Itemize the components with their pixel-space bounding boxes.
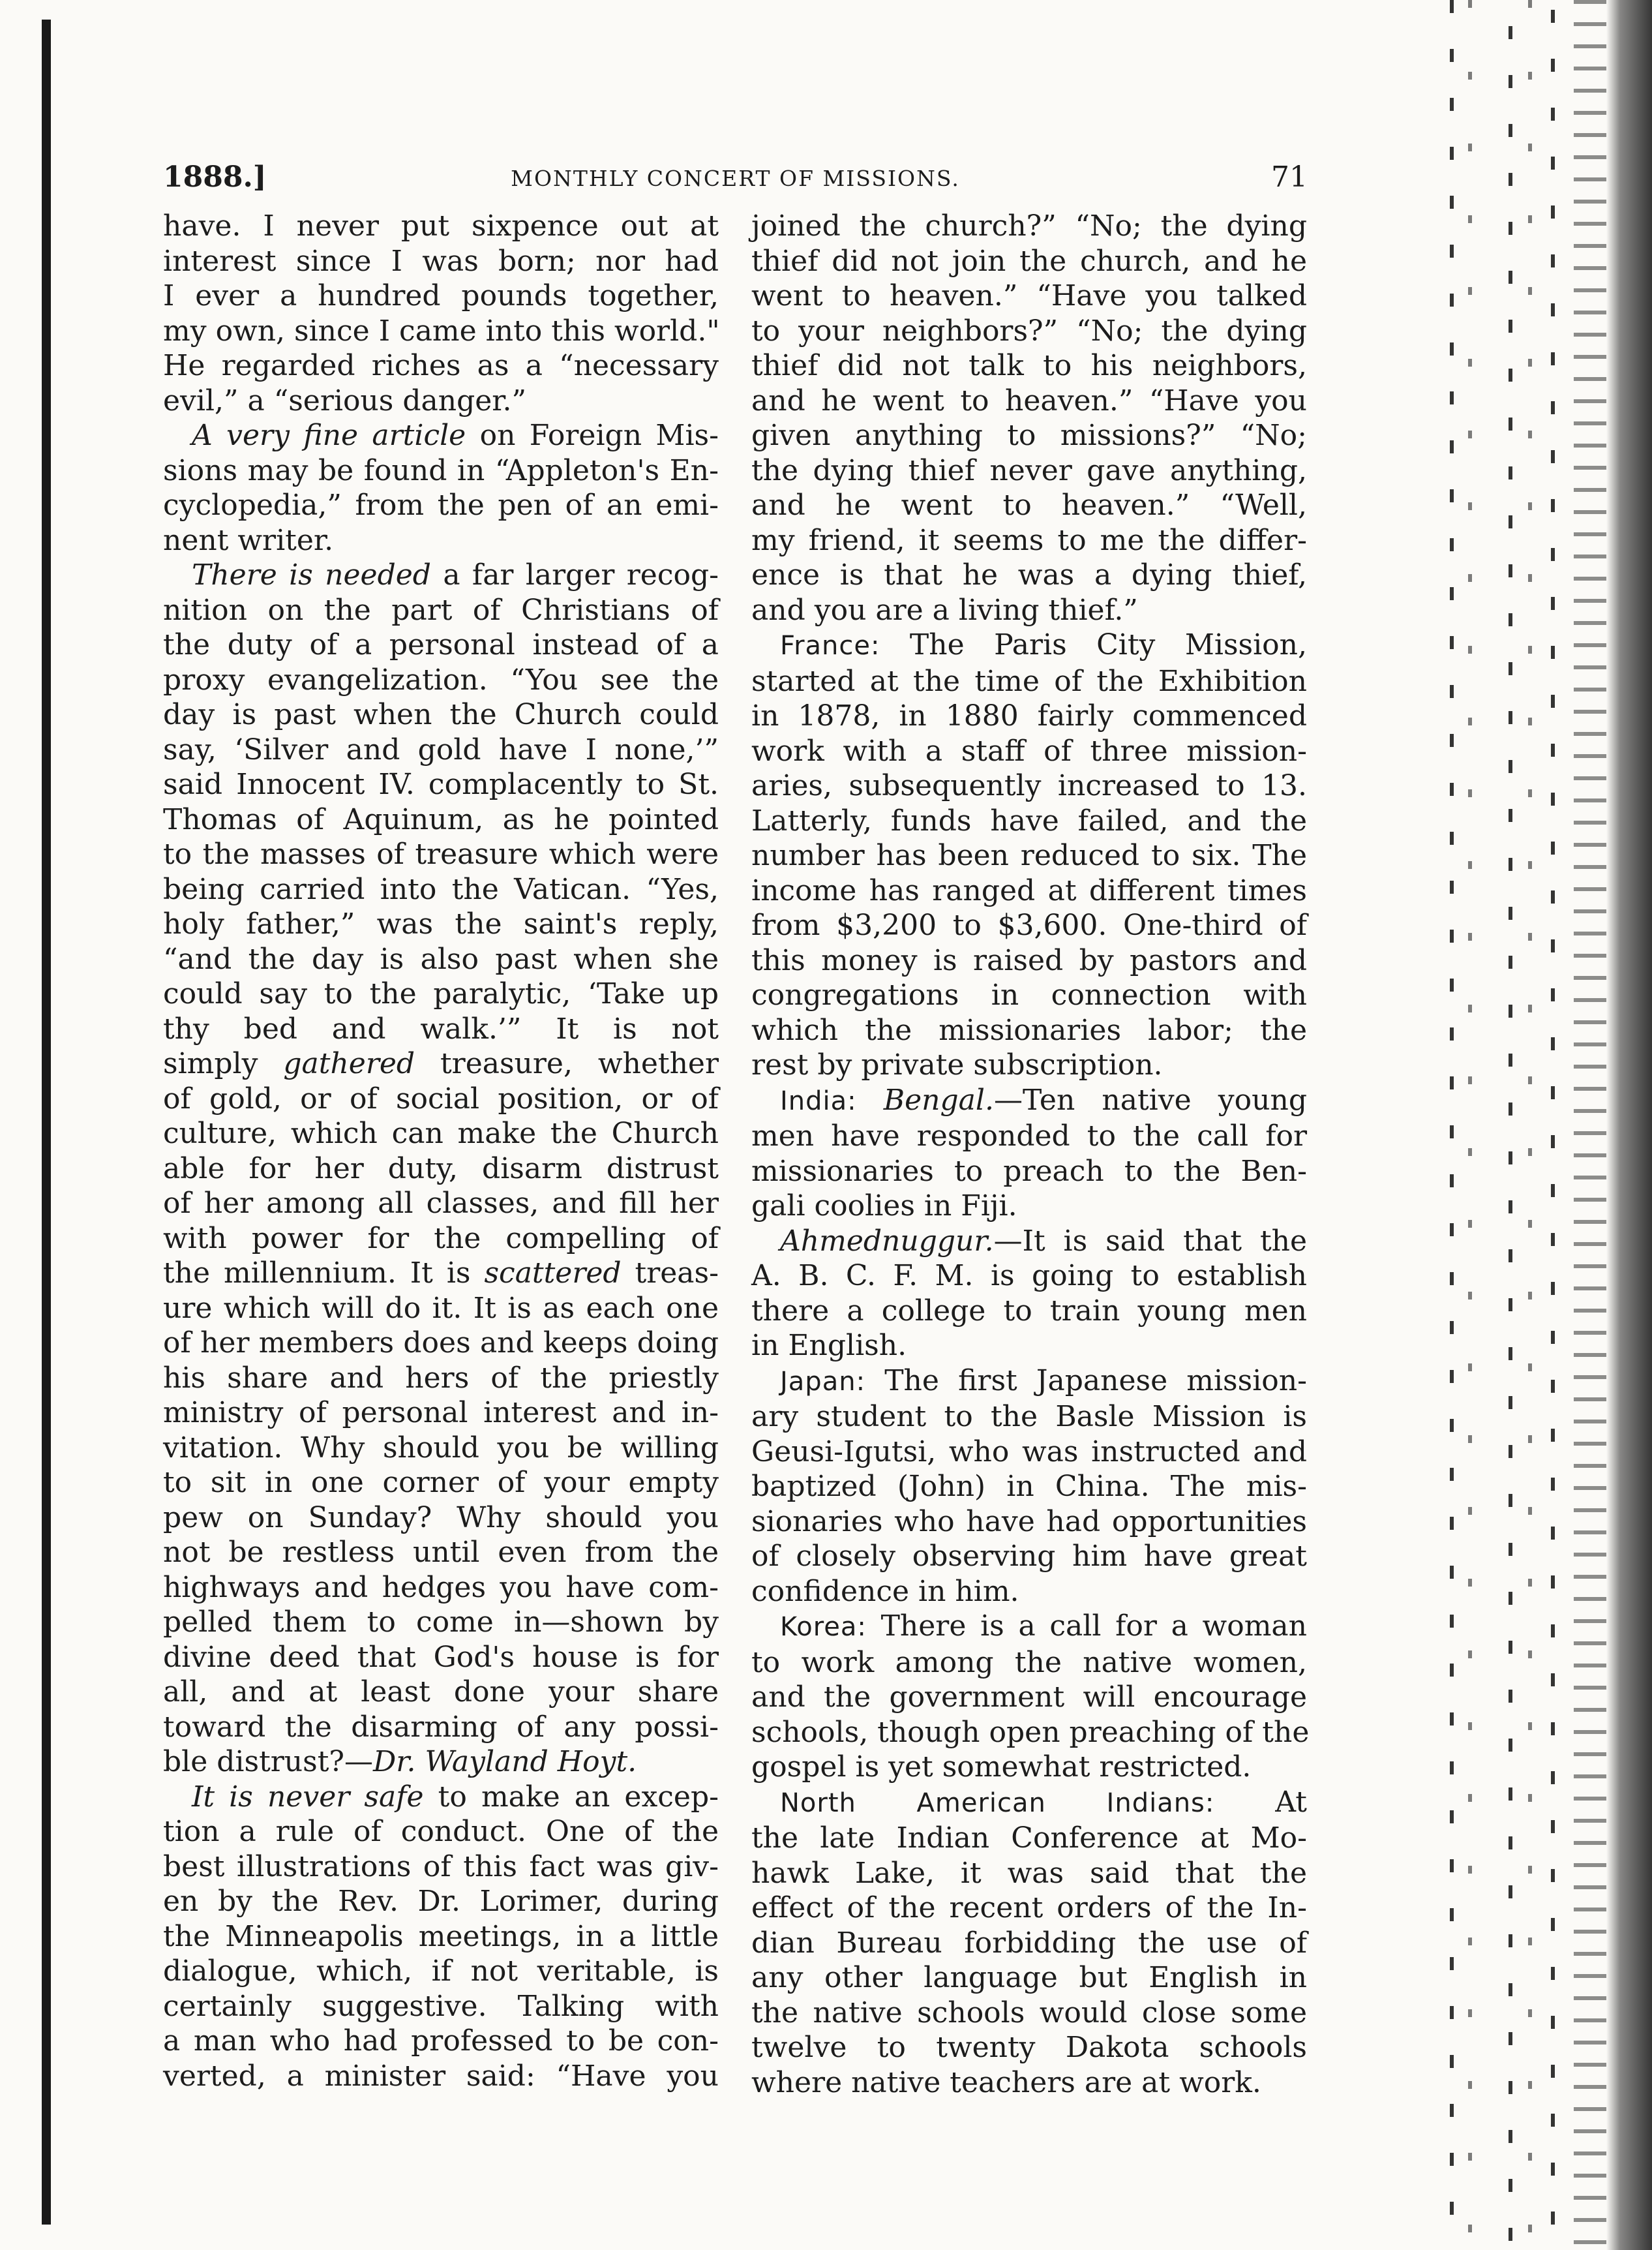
italic-subheading: Bengal. [883,1083,994,1117]
running-header [163,160,1308,200]
text-line: hawk Lake, it was said that the [751,1856,1307,1890]
italic-run: scattered [484,1256,622,1290]
text-line: aries, subsequently increased to 13. [751,769,1307,802]
paragraph-appleton [163,418,719,558]
text-line: of her members does and keeps doing [163,1326,719,1360]
text-line [751,628,1307,664]
text-line: dian Bureau forbidding the use of [751,1926,1307,1960]
text-line [163,1256,719,1291]
text-line: pelled them to come in—shown by [163,1605,719,1639]
paragraph-riches [163,209,719,418]
text-line: He regarded riches as a “necessary [163,349,719,382]
text-line: in English. [751,1329,907,1362]
text-line: thief did not talk to his neighbors, [751,349,1307,382]
text-line: ure which will do it. It is as each one [163,1291,719,1325]
text-run: —Ten native young [993,1083,1307,1117]
paragraph-ahmednuggur [751,1224,1307,1363]
left-column [163,209,719,2093]
text-line: number has been reduced to six. The [751,839,1307,872]
text-line: the Minneapolis meetings, in a little [163,1919,719,1953]
text-line: in 1878, in 1880 fairly commenced [751,699,1307,733]
text-line: my friend, it seems to me the differ- [751,523,1307,557]
text-line: started at the time of the Exhibition [751,664,1307,698]
text-line: given anything to missions?” “No; [751,419,1307,452]
text-line: this money is raised by pastors and [751,943,1307,977]
text-line: have. I never put sixpence out at [163,209,719,243]
text-line: work with a staff of three mission- [751,734,1307,768]
text-line: the duty of a personal instead of a [163,628,719,661]
text-run: treas- [621,1256,719,1290]
section-india [751,1083,1307,1224]
text-run: The Paris City Mission, [880,628,1307,661]
text-line [751,1083,1307,1119]
text-line [163,558,719,593]
section-heading-japan: Japan: [780,1366,866,1397]
paragraph-dying-thief [751,209,1307,628]
text-run: ble distrust?— [163,1745,373,1778]
text-line: rest by private subscription. [751,1048,1163,1082]
italic-lead: A very fine article [192,419,466,452]
text-line [163,1744,719,1780]
text-line: twelve to twenty Dakota schools [751,2031,1307,2064]
text-line: which the missionaries labor; the [751,1013,1307,1047]
text-line: income has ranged at different times [751,874,1307,907]
section-france [751,628,1307,1083]
text-line [751,1609,1307,1645]
text-line: evil,” a “serious danger.” [163,384,526,418]
text-line: nition on the part of Christians of [163,593,719,627]
text-line: nent writer. [163,523,334,557]
text-line: there a college to train young men [751,1294,1307,1328]
text-line: effect of the recent orders of the In- [751,1891,1307,1924]
text-line: toward the disarming of any possi- [163,1710,719,1744]
text-line: schools, though open preaching of the [751,1715,1310,1749]
right-column [751,209,1310,2100]
text-line: to work among the native women, [751,1645,1307,1679]
text-line: the late Indian Conference at Mo- [751,1821,1307,1855]
text-line: “and the day is also past when she [163,942,719,976]
text-line: and the government will encourage [751,1680,1307,1714]
text-line [751,1785,1307,1821]
text-line: Latterly, funds have failed, and the [751,804,1307,838]
page-number: 71 [1271,160,1308,194]
text-line: a man who had professed to be con- [163,2024,719,2058]
text-line: from $3,200 to $3,600. One-third of [751,909,1307,942]
text-line [163,418,719,453]
section-heading-korea: Korea: [780,1612,867,1642]
text-line: ministry of personal interest and in- [163,1396,719,1429]
text-line: interest since I was born; nor had [163,244,719,278]
section-heading-france: France: [780,631,880,661]
text-line: his share and hers of the priestly [163,1361,719,1395]
text-line: Thomas of Aquinum, as he pointed [163,802,719,836]
text-line: to sit in one corner of your empty [163,1466,719,1499]
text-line: where native teachers are at work. [751,2065,1261,2099]
text-line: and he went to heaven.” “Well, [751,489,1307,522]
text-line: of closely observing him have great [751,1540,1307,1573]
text-run: At [1214,1785,1307,1819]
text-line: said Innocent IV. complacently to St. [163,768,719,801]
text-line: sions may be found in “Appleton's En- [163,453,719,487]
text-line: baptized (John) in China. The mis- [751,1470,1307,1503]
text-run: on Foreign Mis- [466,419,719,452]
text-line: I ever a hundred pounds together, [163,279,719,312]
text-line: best illustrations of this fact was giv- [163,1849,719,1883]
text-line: of gold, or of social position, or of [163,1082,719,1116]
text-line: pew on Sunday? Why should you [163,1500,719,1534]
text-line: able for her duty, disarm distrust [163,1151,719,1185]
text-line: proxy evangelization. “You see the [163,663,719,697]
text-line: Geusi-Igutsi, who was instructed and [751,1435,1307,1468]
italic-run: gathered [283,1047,415,1080]
text-line: certainly suggestive. Talking with [163,1989,719,2023]
text-run: There is a call for a woman [866,1609,1307,1643]
section-heading-india: India: [780,1086,857,1116]
text-line: missionaries to preach to the Ben- [751,1154,1307,1188]
text-line: the native schools would close some [751,1996,1307,2030]
text-line: highways and hedges you have com- [163,1570,719,1604]
scan-binding-edge [42,20,51,2225]
text-line: ary student to the Basle Mission is [751,1400,1307,1433]
text-line [751,1363,1307,1400]
header-title: MONTHLY CONCERT OF MISSIONS. [511,166,960,191]
text-line: en by the Rev. Dr. Lorimer, during [163,1885,719,1918]
text-run: to make an excep- [423,1780,719,1814]
text-line: with power for the compelling of [163,1221,719,1255]
text-line: gali coolies in Fiji. [751,1189,1017,1223]
text-run: —It is said that the [993,1224,1307,1258]
text-line: could say to the paralytic, ‘Take up [163,977,719,1011]
text-line: vitation. Why should you be willing [163,1431,719,1465]
text-line: men have responded to the call for [751,1119,1307,1153]
text-line [163,1046,719,1082]
section-heading-north-american-indians: North American Indians: [780,1787,1215,1818]
text-line: ence is that he was a dying thief, [751,558,1307,592]
text-line: congregations in connection with [751,979,1307,1012]
text-line: went to heaven.” “Have you talked [751,279,1307,312]
text-line: to the masses of treasure which were [163,838,719,871]
text-line: any other language but English in [751,1961,1307,1994]
text-line: holy father,” was the saint's reply, [163,907,719,941]
text-line: divine deed that God's house is for [163,1640,719,1674]
text-line: and you are a living thief.” [751,593,1138,627]
text-run: treasure, whether [415,1047,719,1080]
author-attribution: Dr. Wayland Hoyt. [373,1745,637,1778]
text-run: a far larger recog- [430,558,719,592]
text-line: joined the church?” “No; the dying [751,209,1307,243]
text-line: day is past when the Church could [163,698,719,731]
text-line: not be restless until even from the [163,1536,719,1569]
text-run: simply [163,1047,284,1080]
text-line: culture, which can make the Church [163,1117,719,1150]
text-line: of her among all classes, and fill her [163,1187,719,1220]
text-run: the millennium. It is [163,1256,485,1290]
text-line: verted, a minister said: “Have you [163,2059,719,2093]
text-line: thief did not join the church, and he [751,244,1307,278]
text-line: dialogue, which, if not veritable, is [163,1954,719,1988]
text-line: to your neighbors?” “No; the dying [751,314,1307,348]
text-line: tion a rule of conduct. One of the [163,1815,719,1848]
paragraph-evangelization [163,558,719,1780]
text-line: gospel is yet somewhat restricted. [751,1750,1252,1784]
scan-page-edge [1437,0,1652,2250]
text-line [163,1780,719,1815]
text-line: sionaries who have had opportunities [751,1504,1307,1538]
text-line: my own, since I came into this world." [163,314,720,348]
italic-lead: Ahmednuggur. [780,1224,994,1258]
text-line: all, and at least done your share [163,1675,719,1709]
text-line: confidence in him. [751,1574,1019,1608]
section-korea [751,1609,1310,1785]
text-line: say, ‘Silver and gold have I none,’” [163,733,719,767]
header-year: 1888.] [163,160,267,194]
text-run: The first Japanese mission- [865,1363,1307,1397]
text-line [751,1224,1307,1259]
italic-lead: There is needed [192,558,431,592]
section-north-american-indians [751,1785,1307,2101]
text-line: cyclopedia,” from the pen of an emi- [163,489,719,522]
text-line: A. B. C. F. M. is going to establish [751,1259,1307,1292]
section-japan [751,1363,1307,1609]
text-line: being carried into the Vatican. “Yes, [163,872,719,906]
text-line: the dying thief never gave anything, [751,453,1307,487]
text-line: and he went to heaven.” “Have you [751,384,1307,418]
paragraph-never-safe [163,1780,719,2094]
text-line: thy bed and walk.’” It is not [163,1012,719,1046]
italic-lead: It is never safe [192,1780,424,1814]
